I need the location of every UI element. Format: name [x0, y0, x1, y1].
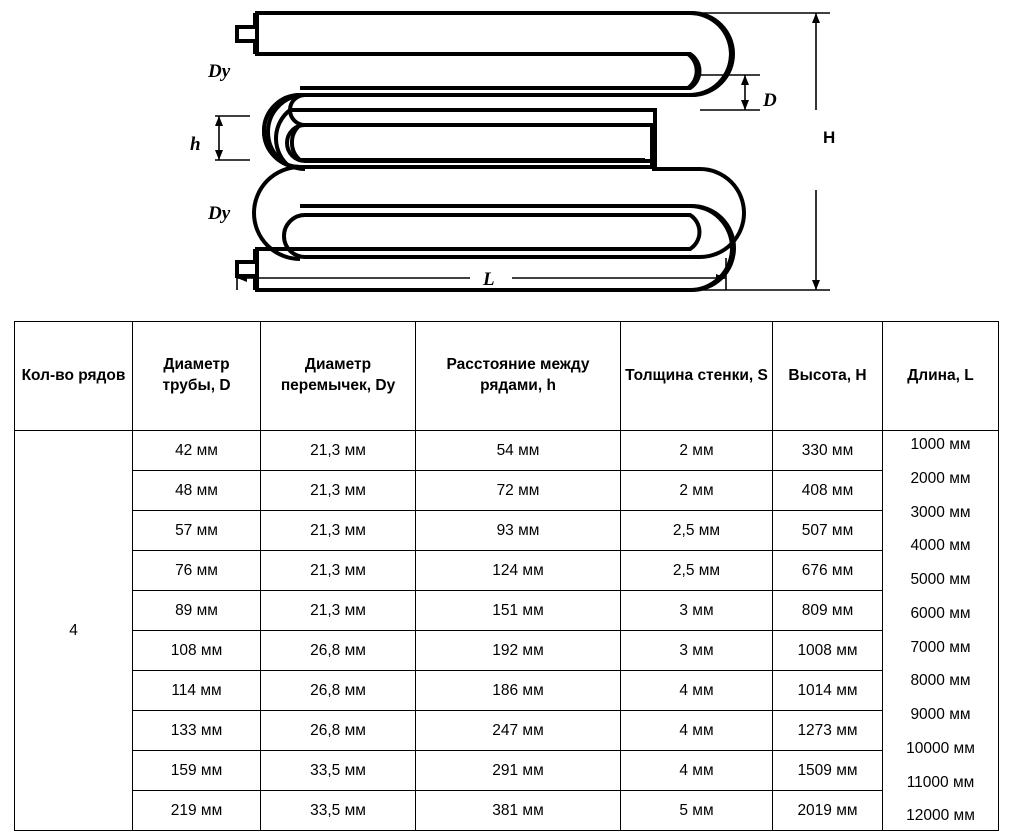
register-drawing-svg [0, 0, 1012, 310]
header-height: Высота, H [773, 322, 883, 431]
cell-row-spacing: 291 мм [416, 751, 621, 791]
length-item: 7000 мм [910, 638, 971, 656]
length-item: 4000 мм [910, 537, 971, 555]
cell-height: 1008 мм [773, 631, 883, 671]
specifications-table [14, 321, 999, 831]
header-length: Длина, L [883, 322, 999, 431]
length-item: 3000 мм [910, 503, 971, 521]
length-item: 10000 мм [906, 739, 975, 757]
header-jumper-diameter: Диаметр перемычек, Dy [261, 322, 416, 431]
cell-row-spacing: 186 мм [416, 671, 621, 711]
cell-jumper-diameter: 33,5 мм [261, 751, 416, 791]
register-diagram [0, 0, 1012, 310]
cell-height: 2019 мм [773, 791, 883, 831]
nozzle-bottom [237, 262, 257, 276]
length-item: 12000 мм [906, 807, 975, 825]
length-item: 9000 мм [910, 706, 971, 724]
cell-wall-thickness: 4 мм [621, 671, 773, 711]
table-row [15, 511, 999, 551]
label-d: D [763, 90, 777, 111]
cell-jumper-diameter: 26,8 мм [261, 631, 416, 671]
cell-height: 809 мм [773, 591, 883, 631]
cell-pipe-diameter: 219 мм [133, 791, 261, 831]
length-item: 2000 мм [910, 469, 971, 487]
table-row [15, 751, 999, 791]
table-row [15, 551, 999, 591]
table-row [15, 791, 999, 831]
length-item: 5000 мм [910, 571, 971, 589]
cell-jumper-diameter: 21,3 мм [261, 511, 416, 551]
cell-jumper-diameter: 21,3 мм [261, 471, 416, 511]
label-dy-bottom: Dy [208, 203, 231, 224]
cell-pipe-diameter: 108 мм [133, 631, 261, 671]
cell-row-spacing: 124 мм [416, 551, 621, 591]
cell-height: 1509 мм [773, 751, 883, 791]
cell-pipe-diameter: 48 мм [133, 471, 261, 511]
table-header-row [15, 322, 999, 431]
cell-pipe-diameter: 89 мм [133, 591, 261, 631]
cell-wall-thickness: 3 мм [621, 631, 773, 671]
cell-row-spacing: 72 мм [416, 471, 621, 511]
cell-pipe-diameter: 57 мм [133, 511, 261, 551]
cell-wall-thickness: 2,5 мм [621, 511, 773, 551]
cell-pipe-diameter: 159 мм [133, 751, 261, 791]
cell-wall-thickness: 2,5 мм [621, 551, 773, 591]
cell-rows-count: 4 [15, 431, 133, 831]
cell-pipe-diameter: 133 мм [133, 711, 261, 751]
cell-pipe-diameter: 42 мм [133, 431, 261, 471]
cell-row-spacing: 192 мм [416, 631, 621, 671]
cell-pipe-diameter: 76 мм [133, 551, 261, 591]
cell-height: 1014 мм [773, 671, 883, 711]
cell-height: 1273 мм [773, 711, 883, 751]
cell-wall-thickness: 3 мм [621, 591, 773, 631]
cell-row-spacing: 151 мм [416, 591, 621, 631]
cell-jumper-diameter: 21,3 мм [261, 431, 416, 471]
cell-wall-thickness: 4 мм [621, 711, 773, 751]
table-row [15, 591, 999, 631]
cell-row-spacing: 247 мм [416, 711, 621, 751]
header-rows-count: Кол-во рядов [15, 322, 133, 431]
coil-bends [284, 95, 744, 257]
cell-jumper-diameter: 21,3 мм [261, 551, 416, 591]
table-row [15, 631, 999, 671]
table-row [15, 711, 999, 751]
header-row-spacing: Расстояние между рядами, h [416, 322, 621, 431]
cell-jumper-diameter: 26,8 мм [261, 671, 416, 711]
cell-wall-thickness: 5 мм [621, 791, 773, 831]
cell-height: 330 мм [773, 431, 883, 471]
header-pipe-diameter: Диаметр трубы, D [133, 322, 261, 431]
coil-final [255, 13, 744, 290]
cell-jumper-diameter: 21,3 мм [261, 591, 416, 631]
cell-wall-thickness: 4 мм [621, 751, 773, 791]
table-row [15, 431, 999, 471]
length-item: 8000 мм [910, 672, 971, 690]
cell-height: 507 мм [773, 511, 883, 551]
cell-height: 408 мм [773, 471, 883, 511]
cell-jumper-diameter: 33,5 мм [261, 791, 416, 831]
length-item: 6000 мм [910, 604, 971, 622]
table-row [15, 471, 999, 511]
cell-row-spacing: 54 мм [416, 431, 621, 471]
label-dy-top: Dy [208, 61, 231, 82]
cell-wall-thickness: 2 мм [621, 431, 773, 471]
label-height: H [823, 128, 836, 147]
cell-height: 676 мм [773, 551, 883, 591]
table-row [15, 671, 999, 711]
label-h-small: h [190, 134, 201, 155]
label-length: L [483, 269, 495, 290]
length-item: 1000 мм [910, 436, 971, 453]
cell-pipe-diameter: 114 мм [133, 671, 261, 711]
cell-row-spacing: 93 мм [416, 511, 621, 551]
nozzle-top [237, 27, 257, 41]
cell-wall-thickness: 2 мм [621, 471, 773, 511]
cell-jumper-diameter: 26,8 мм [261, 711, 416, 751]
cell-row-spacing: 381 мм [416, 791, 621, 831]
length-item: 11000 мм [906, 773, 975, 791]
lengths-list [883, 431, 998, 830]
cell-lengths [883, 431, 999, 831]
header-wall-thickness: Толщина стенки, S [621, 322, 773, 431]
